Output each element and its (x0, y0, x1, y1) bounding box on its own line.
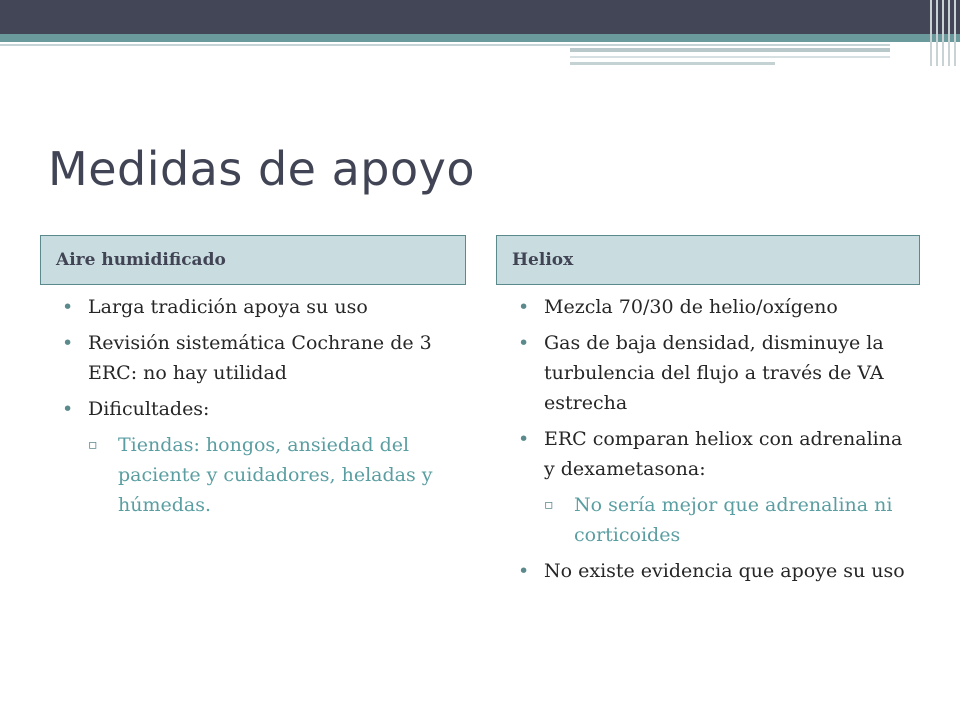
sub-bullet-item (62, 430, 462, 520)
bullet-dot-icon: • (518, 332, 530, 354)
bullet-text: No existe evidencia que apoye su uso (544, 560, 905, 582)
sub-bullet-text: Tiendas: hongos, ansiedad del paciente y cuidadores, heladas y húmedas. (118, 434, 433, 516)
corner-stripes (926, 0, 960, 66)
bullet-text: Gas de baja densidad, disminuye la turbulencia del flujo a través de VA estrecha (544, 332, 884, 414)
column-body-heliox (518, 292, 918, 592)
bullet-dot-icon: • (62, 296, 74, 318)
bullet-text: Dificultades: (88, 398, 210, 420)
column-body-aire-humidificado (62, 292, 462, 526)
bullet-text: Revisión sistemática Cochrane de 3 ERC: no hay utilidad (88, 332, 432, 384)
bullet-text: ERC comparan heliox con adrenalina y dexametasona: (544, 428, 903, 480)
bullet-list (518, 292, 918, 586)
bullet-item (518, 556, 918, 586)
bullet-text: Mezcla 70/30 de helio/oxígeno (544, 296, 838, 318)
bullet-dot-icon: • (518, 428, 530, 450)
column-header-heliox: Heliox (496, 235, 920, 285)
bullet-item (518, 292, 918, 322)
bullet-text: Larga tradición apoya su uso (88, 296, 368, 318)
decorative-line (0, 44, 890, 46)
top-decorative-band (0, 0, 960, 34)
slide-title: Medidas de apoyo (48, 142, 475, 196)
sub-bullet-text: No sería mejor que adrenalina ni corticoides (574, 494, 893, 546)
sub-bullet-square-icon: ▫ (544, 497, 554, 513)
bullet-item (62, 328, 462, 388)
decorative-line (570, 62, 775, 65)
bullet-item (518, 328, 918, 418)
sub-bullet-square-icon: ▫ (88, 437, 98, 453)
bullet-dot-icon: • (62, 398, 74, 420)
bullet-item (62, 394, 462, 424)
top-teal-stripe (0, 34, 960, 42)
sub-bullet-item (518, 490, 918, 550)
bullet-item (518, 424, 918, 484)
decorative-line (570, 56, 890, 58)
bullet-dot-icon: • (62, 332, 74, 354)
bullet-dot-icon: • (518, 296, 530, 318)
decorative-line (570, 48, 890, 52)
bullet-list (62, 292, 462, 520)
bullet-item (62, 292, 462, 322)
column-header-aire-humidificado: Aire humidificado (40, 235, 466, 285)
bullet-dot-icon: • (518, 560, 530, 582)
